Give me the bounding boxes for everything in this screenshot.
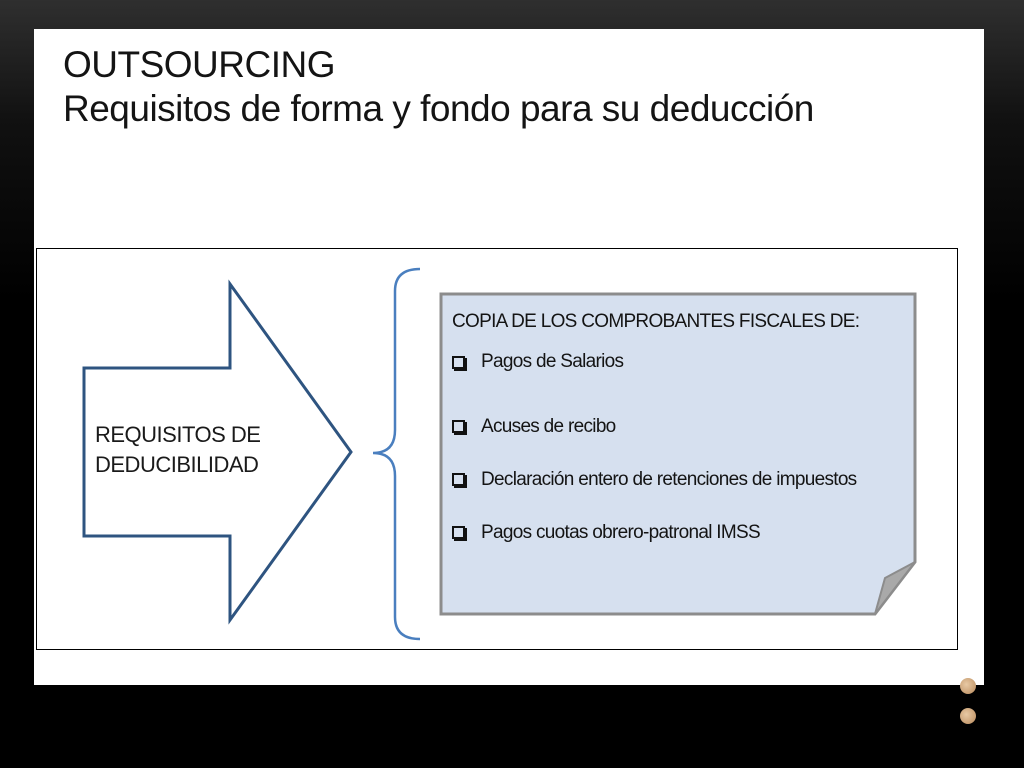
list-item-label: Pagos de Salarios (481, 351, 624, 372)
list-item (452, 506, 922, 559)
slide-title-line-1: OUTSOURCING (63, 44, 335, 85)
slide (34, 29, 984, 685)
checkbox-square-icon (452, 420, 465, 433)
checkbox-square-icon (452, 356, 465, 369)
list-item (452, 453, 922, 506)
checkbox-square-icon (452, 473, 465, 486)
list-item (452, 347, 922, 377)
slide-title-line-2: Requisitos de forma y fondo para su deducción (63, 88, 814, 129)
nav-dot-icon[interactable] (960, 678, 976, 694)
arrow-label-line-1: REQUISITOS DE (95, 422, 261, 447)
list-item-label: Declaración entero de retenciones de impuestos (481, 468, 857, 490)
curly-brace-shape (367, 267, 427, 643)
list-item-label: Acuses de recibo (481, 415, 616, 437)
slide-title (63, 43, 814, 131)
note-heading: COPIA DE LOS COMPROBANTES FISCALES DE: (452, 311, 860, 332)
note-content (452, 311, 922, 559)
checkbox-square-icon (452, 526, 465, 539)
list-item (452, 400, 922, 453)
requirements-diagram (36, 248, 958, 650)
requirements-list (452, 347, 922, 559)
nav-dot-icon[interactable] (960, 708, 976, 724)
list-item-label: Pagos cuotas obrero-patronal IMSS (481, 521, 760, 543)
arrow-label-line-2: DEDUCIBILIDAD (95, 452, 259, 477)
arrow-label (95, 420, 260, 480)
